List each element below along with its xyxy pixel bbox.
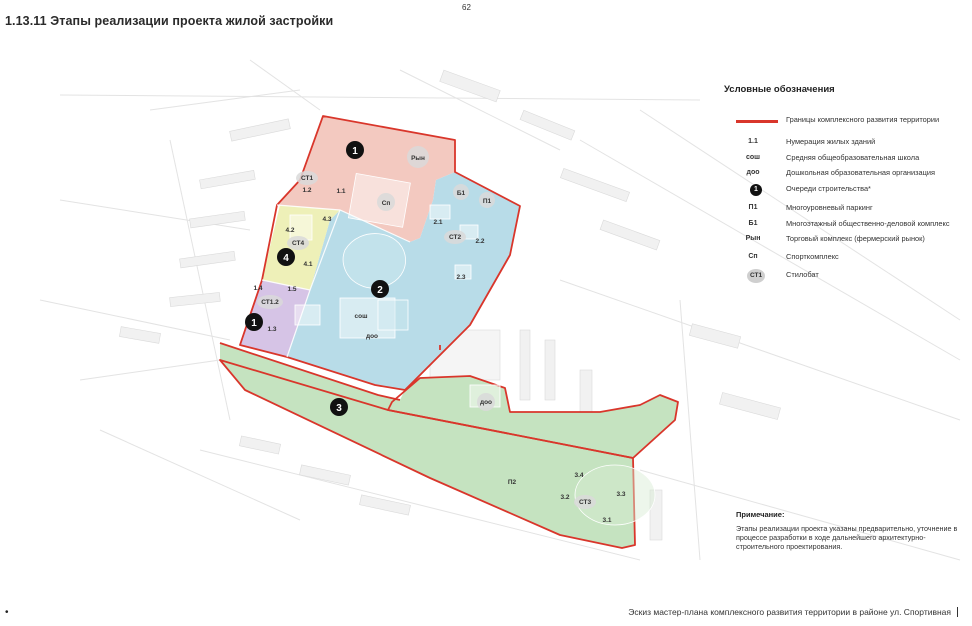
legend-symbol-kindergarten: доо bbox=[746, 169, 760, 176]
legend-symbol-sport: Сп bbox=[748, 253, 758, 260]
phase-marker-1b bbox=[245, 313, 263, 331]
phase-dot-icon: 1 bbox=[750, 184, 762, 196]
legend-symbol-school: сош bbox=[745, 154, 760, 161]
label-1-1: 1.1 bbox=[336, 188, 346, 195]
label-kindergarten-1: доо bbox=[365, 333, 379, 340]
note-text: Этапы реализации проекта указаны предварительно, уточнение в процессе разработки в ходе дальнейшего архитектурно-строительного проектирования. bbox=[736, 524, 958, 551]
phase-marker-1-label: 1 bbox=[352, 146, 358, 157]
legend-item-kindergarten-text: Дошкольная образовательная организация bbox=[786, 168, 936, 177]
legend-item-parking-text: Многоуровневый паркинг bbox=[786, 203, 873, 212]
label-4-1: 4.1 bbox=[303, 261, 313, 268]
legend-item-numbering bbox=[724, 138, 969, 152]
label-school: сош bbox=[354, 313, 368, 320]
footer-caption: Эскиз мастер-плана комплексного развития территории в районе ул. Спортивная bbox=[628, 607, 958, 617]
label-p2: П2 bbox=[507, 479, 517, 486]
legend-item-sport-text: Спорткомплекс bbox=[786, 252, 839, 261]
page-number: 62 bbox=[462, 3, 471, 12]
boundary-line-swatch bbox=[736, 120, 778, 123]
legend-symbol-parking: П1 bbox=[748, 204, 758, 211]
legend-item-business-text: Многоэтажный общественно-деловой комплекс bbox=[786, 219, 950, 228]
legend-item-sport bbox=[724, 253, 969, 267]
legend-item-boundary-text: Границы комплексного развития территории bbox=[786, 115, 940, 124]
phase-marker-2-label: 2 bbox=[377, 285, 383, 296]
label-b1: Б1 bbox=[456, 190, 466, 197]
legend-item-phases bbox=[724, 185, 969, 199]
label-1-5: 1.5 bbox=[287, 286, 297, 293]
legend-item-market-text: Торговый комплекс (фермерский рынок) bbox=[786, 234, 925, 243]
page-title: 1.13.11 Этапы реализации проекта жилой застройки bbox=[5, 14, 334, 28]
legend-item-school bbox=[724, 154, 969, 168]
legend-symbol-numbering: 1.1 bbox=[748, 138, 758, 145]
phase-marker-2 bbox=[371, 280, 389, 298]
legend-symbol-business: Б1 bbox=[748, 220, 758, 227]
legend-symbol-market: Рын bbox=[745, 235, 761, 242]
label-3-1: 3.1 bbox=[602, 517, 612, 524]
label-1-3: 1.3 bbox=[267, 326, 277, 333]
label-st1: СТ1 bbox=[300, 175, 314, 182]
legend-item-phases-text: Очереди строительства* bbox=[786, 184, 871, 193]
label-2-3: 2.3 bbox=[456, 274, 466, 281]
legend-item-parking bbox=[724, 204, 969, 218]
label-3-3: 3.3 bbox=[616, 491, 626, 498]
label-1-4: 1.4 bbox=[253, 285, 263, 292]
legend bbox=[724, 84, 969, 279]
stylobate-badge-icon: СТ1 bbox=[747, 269, 765, 283]
legend-item-stylobate-text: Стилобат bbox=[786, 270, 819, 279]
phase-marker-3 bbox=[330, 398, 348, 416]
legend-item-market bbox=[724, 235, 969, 249]
legend-item-boundary bbox=[724, 116, 969, 130]
label-2-2: 2.2 bbox=[475, 238, 485, 245]
label-rynok: Рын bbox=[411, 155, 425, 162]
label-sport: Сп bbox=[381, 200, 391, 207]
label-st3: СТ3 bbox=[578, 499, 592, 506]
label-st4: СТ4 bbox=[291, 240, 305, 247]
label-st12: СТ1.2 bbox=[261, 299, 279, 306]
legend-item-business bbox=[724, 220, 969, 234]
note bbox=[736, 510, 968, 551]
legend-item-kindergarten bbox=[724, 169, 969, 183]
label-kindergarten-2: доо bbox=[479, 399, 493, 406]
legend-item-stylobate bbox=[724, 271, 969, 285]
phase-marker-4 bbox=[277, 248, 295, 266]
phase-marker-1 bbox=[346, 141, 364, 159]
label-3-2: 3.2 bbox=[560, 494, 570, 501]
note-title: Примечание: bbox=[736, 510, 785, 519]
label-p1: П1 bbox=[482, 198, 492, 205]
phase-marker-3-label: 3 bbox=[336, 403, 342, 414]
page-bullet: • bbox=[5, 607, 9, 618]
legend-item-school-text: Средняя общеобразовательная школа bbox=[786, 153, 920, 162]
label-1-2: 1.2 bbox=[302, 187, 312, 194]
phase-marker-1b-label: 1 bbox=[251, 318, 257, 329]
legend-title: Условные обозначения bbox=[724, 84, 835, 95]
label-2-1: 2.1 bbox=[433, 219, 443, 226]
label-4-3: 4.3 bbox=[322, 216, 332, 223]
label-st2: СТ2 bbox=[448, 234, 462, 241]
phase-marker-4-label: 4 bbox=[283, 253, 289, 264]
label-3-4: 3.4 bbox=[574, 472, 584, 479]
legend-item-numbering-text: Нумерация жилых зданий bbox=[786, 137, 876, 146]
label-4-2: 4.2 bbox=[285, 227, 295, 234]
